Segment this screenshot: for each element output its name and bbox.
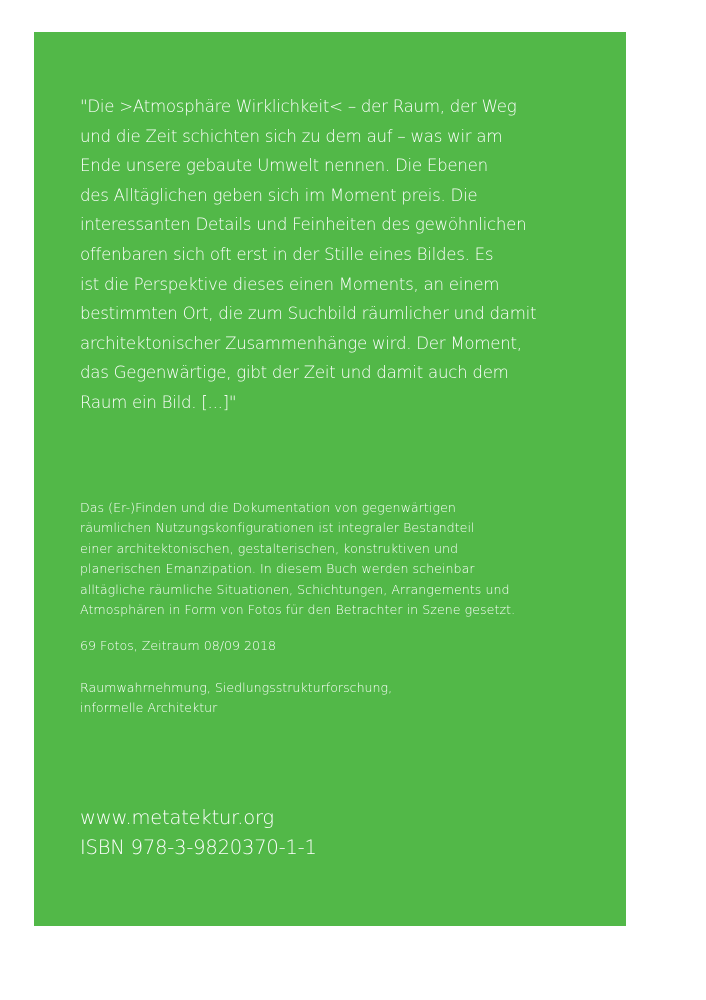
quote-line: interessanten Details und Feinheiten des gewöhnlichen: [80, 215, 527, 235]
photo-count-period: 69 Fotos, Zeitraum 08/09 2018: [80, 638, 277, 653]
keywords-line: informelle Architektur: [80, 700, 218, 716]
quote-line: bestimmten Ort, die zum Suchbild räumlicher und damit: [80, 304, 537, 324]
keywords: [80, 678, 392, 719]
quote-line: das Gegenwärtige, gibt der Zeit und damit auch dem: [80, 363, 509, 383]
quote-line: Raum ein Bild. [...]": [80, 392, 237, 412]
quote-line: und die Zeit schichten sich zu dem auf – was wir am: [80, 126, 503, 146]
quote-line: des Alltäglichen geben sich im Moment preis. Die: [80, 185, 478, 205]
book-description: [80, 498, 580, 620]
description-line: alltägliche räumliche Situationen, Schichtungen, Arrangements und: [80, 581, 510, 597]
keywords-line: Raumwahrnehmung, Siedlungsstrukturforschung,: [80, 680, 393, 695]
description-line: räumlichen Nutzungskonfigurationen ist integraler Bestandteil: [80, 520, 475, 536]
website-link[interactable]: www.metatektur.org: [80, 806, 274, 829]
isbn-number: ISBN 978-3-9820370-1-1: [80, 836, 317, 859]
quote-line: architektonischer Zusammenhänge wird. Der Moment,: [80, 333, 522, 353]
quote-line: Ende unsere gebaute Umwelt nennen. Die Ebenen: [80, 156, 488, 176]
description-line: Das (Er-)Finden und die Dokumentation von gegenwärtigen: [80, 500, 456, 515]
book-back-cover: [34, 32, 626, 926]
description-line: Atmosphären in Form von Fotos für den Betrachter in Szene gesetzt.: [80, 602, 516, 618]
quote-line: offenbaren sich oft erst in der Stille eines Bildes. Es: [80, 244, 494, 264]
description-line: planerischen Emanzipation. In diesem Buch werden scheinbar: [80, 561, 475, 577]
cover-quote: [80, 92, 580, 418]
description-line: einer architektonischen, gestalterischen, konstruktiven und: [80, 540, 459, 556]
quote-line: ist die Perspektive dieses einen Moments, an einem: [80, 274, 500, 294]
quote-line: "Die >Atmosphäre Wirklichkeit< – der Raum, der Weg: [80, 97, 517, 116]
contact-info: [80, 803, 317, 863]
